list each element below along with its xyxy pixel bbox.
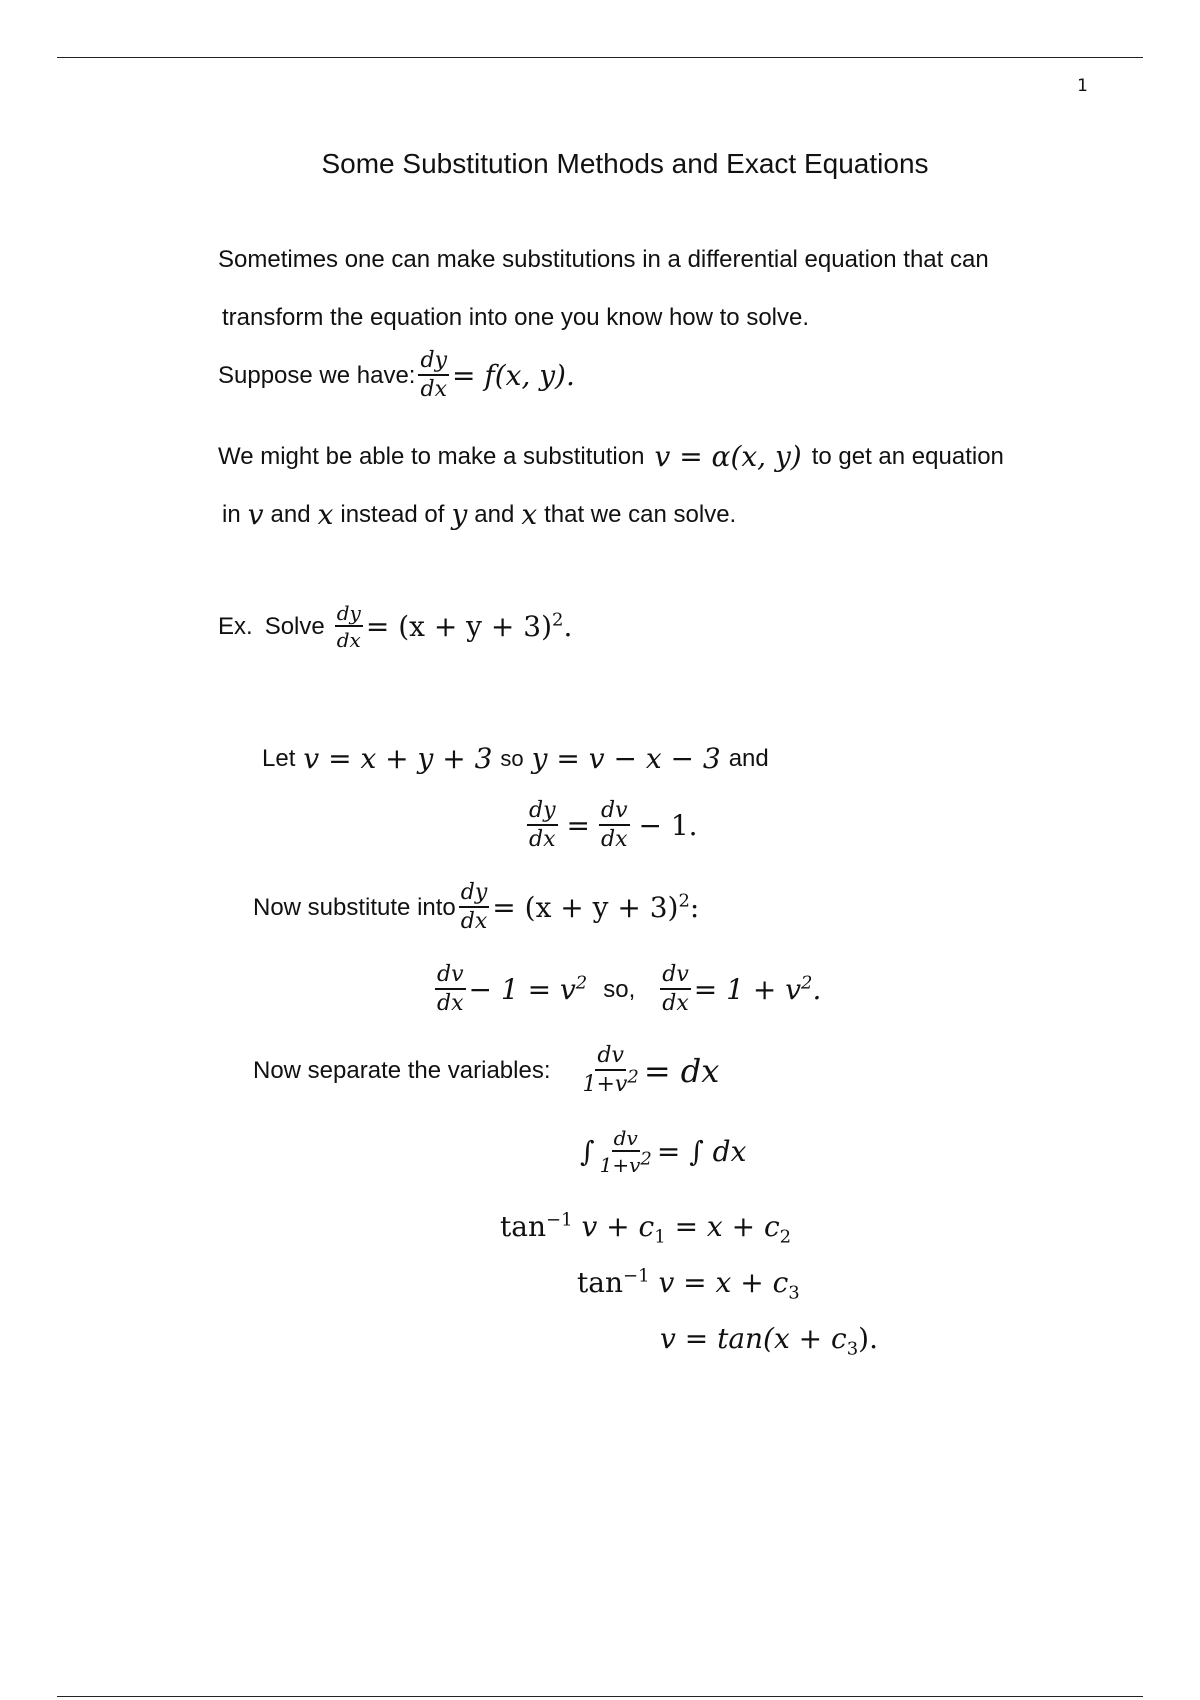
integral-rhs: = ∫ dx	[656, 1135, 747, 1168]
let-equation-2: y = v − x − 3	[531, 742, 721, 775]
text-tail: that we can solve.	[544, 500, 737, 528]
fraction-denominator: dx	[460, 909, 488, 934]
var-x-2: x	[521, 498, 538, 531]
dy-dx-fraction	[527, 800, 558, 851]
page-number: 1	[1077, 76, 1088, 96]
fraction-numerator: dv	[599, 800, 630, 826]
dv-dx-fraction	[435, 964, 466, 1015]
substitution-line-1	[218, 440, 1004, 473]
dv-dx-fraction	[599, 800, 630, 851]
suppose-rhs: = f(x, y).	[452, 359, 575, 392]
result-mid: − 1 = v	[468, 973, 576, 1006]
solution-line-1	[500, 1209, 792, 1248]
substitution-text: We might be able to make a substitution	[218, 442, 645, 470]
substitute-line	[253, 882, 699, 933]
substitute-exponent: 2	[678, 890, 690, 912]
example-end: .	[563, 610, 573, 643]
result-rhs: = 1 + v	[693, 973, 802, 1006]
fraction-denominator: dx	[529, 827, 556, 852]
fraction-numerator: dv	[660, 964, 691, 990]
intro-line-1: Sometimes one can make substitutions in a differential equation that can	[218, 246, 989, 273]
header-rule	[57, 57, 1143, 58]
subscript-1: 1	[654, 1226, 666, 1248]
fraction-numerator: dy	[527, 800, 558, 826]
subscript-3: 3	[788, 1282, 800, 1304]
solution-2-eq: v = x + c	[658, 1266, 789, 1299]
separate-label: Now separate the variables:	[253, 1056, 551, 1084]
example-exponent: 2	[552, 609, 564, 631]
var-y: y	[451, 498, 468, 531]
text-instead: instead of	[340, 500, 445, 528]
integral-line	[580, 1128, 746, 1175]
let-and: and	[728, 744, 769, 772]
derivative-rest: − 1.	[638, 809, 698, 842]
example-rhs	[366, 610, 573, 643]
fraction-denominator: 1+v	[599, 1153, 641, 1177]
page-title: Some Substitution Methods and Exact Equations	[321, 148, 929, 179]
fraction-denominator: dx	[420, 377, 447, 402]
dy-dx-fraction	[418, 350, 449, 401]
var-v: v	[247, 498, 264, 531]
subscript-2: 2	[779, 1226, 792, 1248]
suppose-label: Suppose we have:	[218, 361, 416, 389]
solution-line-3	[660, 1322, 878, 1360]
example-line	[218, 603, 572, 650]
example-rhs-text: = (x + y + 3)	[365, 610, 552, 643]
separate-line	[253, 1045, 719, 1096]
solution-1-rhs: = x + c	[674, 1210, 780, 1243]
solution-1-lhs: v + c	[581, 1210, 655, 1243]
result-line	[432, 964, 821, 1015]
solution-3-end: ).	[858, 1322, 878, 1355]
dy-dx-fraction	[459, 882, 490, 933]
fraction-denominator: dx	[437, 991, 464, 1016]
fraction-numerator: dv	[595, 1045, 626, 1071]
text-and: and	[270, 500, 311, 528]
fraction-denominator: dx	[336, 628, 361, 652]
integrand-fraction	[598, 1128, 654, 1175]
fraction-numerator: dv	[613, 1126, 638, 1150]
derivative-line: $\frac{dy}{dx}$ = $\frac{dv}{dx}$ − 1.	[529, 798, 698, 852]
substitute-end: :	[689, 891, 700, 924]
result-end: .	[812, 973, 822, 1006]
denominator-exponent: 2	[627, 1066, 639, 1088]
fraction-denominator: 1+v	[582, 1072, 628, 1097]
example-solve: Solve	[264, 612, 325, 640]
fraction-denominator: dx	[662, 991, 689, 1016]
fraction-numerator: dv	[435, 964, 466, 990]
fraction-numerator: dy	[336, 601, 361, 625]
let-so: so	[500, 745, 524, 771]
subscript-3: 3	[846, 1338, 859, 1360]
text-in: in	[222, 500, 241, 528]
fraction-numerator: dy	[418, 350, 449, 376]
let-label: Let	[262, 744, 296, 772]
solution-line-2	[577, 1265, 800, 1304]
let-line	[262, 742, 769, 775]
example-fraction	[335, 603, 363, 650]
let-equation-1: v = x + y + 3	[303, 742, 493, 775]
separate-rhs: = dx	[643, 1051, 720, 1090]
integral-sign: ∫	[580, 1135, 595, 1168]
fraction-denominator: dx	[600, 827, 628, 852]
dv-dx-fraction-2	[660, 964, 691, 1015]
inverse-superscript: −1	[622, 1265, 650, 1287]
fraction-numerator: dy	[459, 882, 490, 908]
inverse-superscript: −1	[545, 1209, 573, 1231]
tan-text: tan	[577, 1266, 623, 1299]
result-exponent-1: 2	[575, 972, 588, 994]
intro-line-2: transform the equation into one you know how to solve.	[222, 304, 810, 331]
denominator-exponent: 2	[640, 1148, 652, 1170]
result-exponent-2: 2	[801, 972, 813, 994]
solution-3-eq: v = tan(x + c	[660, 1322, 847, 1355]
substitute-label: Now substitute into	[253, 893, 456, 921]
footer-rule	[57, 1696, 1143, 1697]
tan-text: tan	[500, 1210, 546, 1243]
var-x: x	[317, 498, 334, 531]
result-so: so,	[603, 975, 636, 1003]
example-label: Ex.	[218, 612, 253, 640]
substitution-line-2	[222, 498, 736, 531]
substitution-formula: v = α(x, y)	[654, 440, 802, 473]
dv-over-1-plus-v2	[581, 1045, 641, 1096]
substitute-rhs-text: = (x + y + 3)	[492, 891, 679, 924]
text-and-2: and	[474, 500, 515, 528]
suppose-line	[218, 350, 575, 401]
substitution-tail: to get an equation	[811, 442, 1004, 470]
substitute-rhs	[492, 891, 699, 924]
